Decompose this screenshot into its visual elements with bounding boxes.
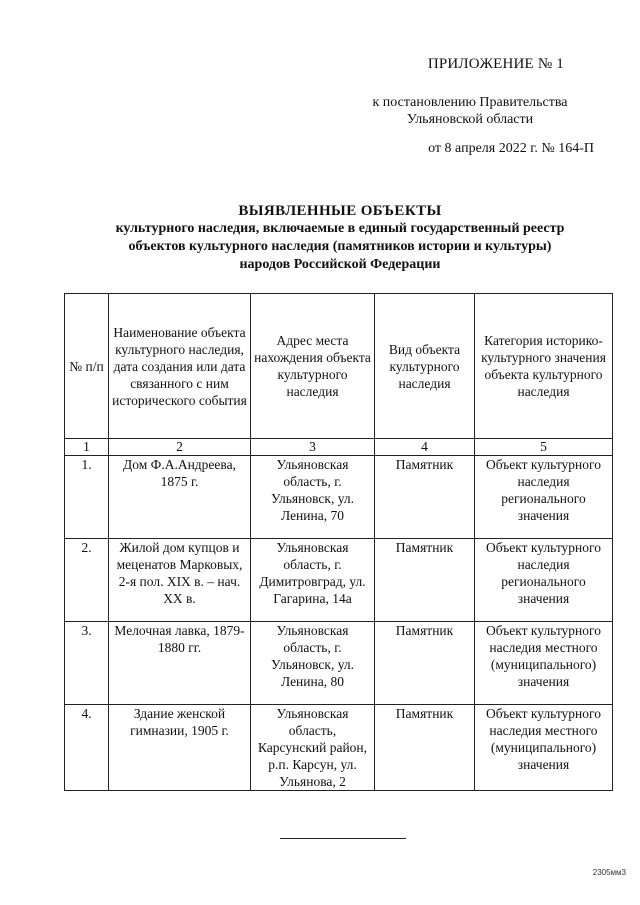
header-type: Вид объекта культурного наследия bbox=[375, 294, 475, 439]
row-number: 1. bbox=[65, 456, 109, 539]
object-address: Ульяновская область, г. Ульяновск, ул. Ленина, 70 bbox=[251, 456, 375, 539]
row-number: 3. bbox=[65, 622, 109, 705]
document-title bbox=[60, 202, 620, 274]
column-number-row bbox=[65, 439, 613, 456]
table-row bbox=[65, 705, 613, 791]
object-address: Ульяновская область, г. Ульяновск, ул. Ленина, 80 bbox=[251, 622, 375, 705]
header-number: № п/п bbox=[65, 294, 109, 439]
table-header-row bbox=[65, 294, 613, 439]
column-number: 1 bbox=[65, 439, 109, 456]
object-category: Объект культурного наследия местного (муниципального) значения bbox=[475, 622, 613, 705]
table-row bbox=[65, 539, 613, 622]
appendix-reference-line1: к постановлению Правительства bbox=[372, 95, 568, 110]
object-type: Памятник bbox=[375, 622, 475, 705]
object-category: Объект культурного наследия местного (муниципального) значения bbox=[475, 705, 613, 791]
document-title-line2: культурного наследия, включаемые в единый государственный реестр bbox=[115, 221, 565, 236]
row-number: 4. bbox=[65, 705, 109, 791]
document-title-line1: ВЫЯВЛЕННЫЕ ОБЪЕКТЫ bbox=[238, 203, 442, 219]
column-number: 5 bbox=[475, 439, 613, 456]
document-title-line3: объектов культурного наследия (памятников истории и культуры) bbox=[128, 239, 552, 254]
document-title-line4: народов Российской Федерации bbox=[239, 257, 441, 272]
appendix-title: ПРИЛОЖЕНИЕ № 1 bbox=[427, 56, 564, 72]
column-number: 4 bbox=[375, 439, 475, 456]
footer-code: 2305мм3 bbox=[592, 868, 626, 877]
row-number: 2. bbox=[65, 539, 109, 622]
table-row bbox=[65, 622, 613, 705]
object-category: Объект культурного наследия регионального значения bbox=[475, 456, 613, 539]
signature-divider-line bbox=[280, 838, 406, 839]
table-row bbox=[65, 456, 613, 539]
object-name: Дом Ф.А.Андреева, 1875 г. bbox=[109, 456, 251, 539]
header-address: Адрес места нахождения объекта культурного наследия bbox=[251, 294, 375, 439]
object-type: Памятник bbox=[375, 539, 475, 622]
column-number: 3 bbox=[251, 439, 375, 456]
appendix-reference bbox=[340, 94, 600, 128]
registry-table bbox=[64, 293, 613, 791]
appendix-date: от 8 апреля 2022 г. № 164-П bbox=[428, 141, 594, 156]
header-name: Наименование объекта культурного наследия, дата создания или дата связанного с ним исторического события bbox=[109, 294, 251, 439]
object-category: Объект культурного наследия регионального значения bbox=[475, 539, 613, 622]
appendix-reference-line2: Ульяновской области bbox=[406, 112, 534, 127]
object-name: Здание женской гимназии, 1905 г. bbox=[109, 705, 251, 791]
object-type: Памятник bbox=[375, 456, 475, 539]
object-type: Памятник bbox=[375, 705, 475, 791]
object-name: Мелочная лавка, 1879-1880 гг. bbox=[109, 622, 251, 705]
object-name: Жилой дом купцов и меценатов Марковых, 2-я пол. XIX в. – нач. XX в. bbox=[109, 539, 251, 622]
object-address: Ульяновская область, г. Димитровград, ул. Гагарина, 14а bbox=[251, 539, 375, 622]
header-category: Категория историко-культурного значения объекта культурного наследия bbox=[475, 294, 613, 439]
object-address: Ульяновская область, Карсунский район, р.п. Карсун, ул. Ульянова, 2 bbox=[251, 705, 375, 791]
column-number: 2 bbox=[109, 439, 251, 456]
